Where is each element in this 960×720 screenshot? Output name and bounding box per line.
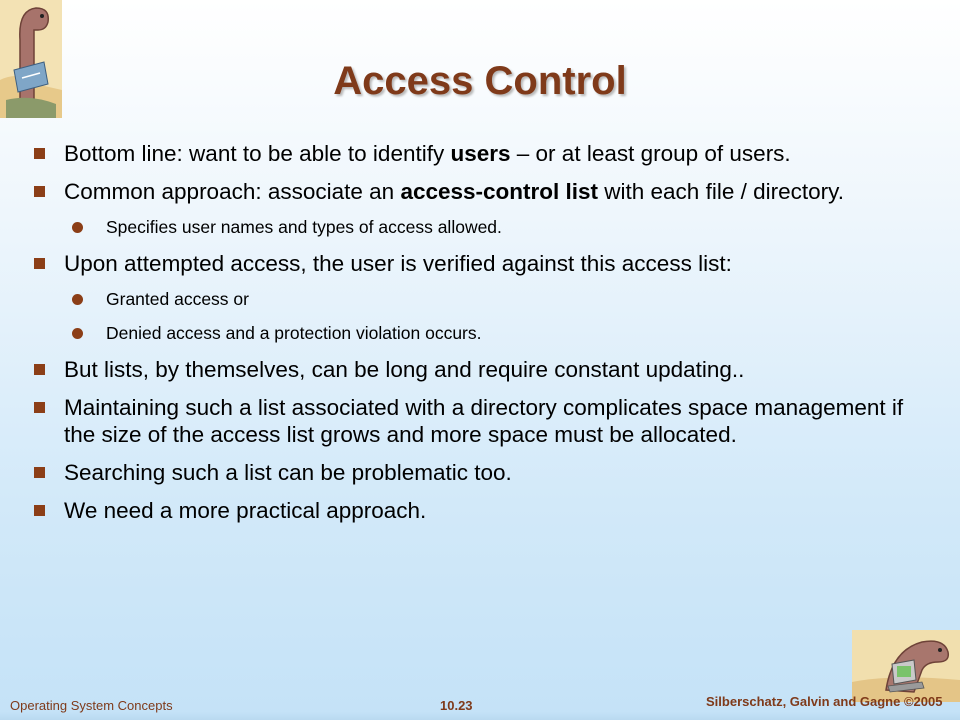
bullet-item xyxy=(34,459,939,486)
sub-bullet-text: Denied access and a protection violation occurs. xyxy=(106,323,482,343)
footer-page-number: 10.23 xyxy=(440,698,473,713)
bullet-item xyxy=(34,356,939,383)
bullet-text: Upon attempted access, the user is verified against this access list: xyxy=(64,251,732,276)
square-bullet-icon xyxy=(34,258,45,269)
bullet-item xyxy=(34,140,939,167)
bullet-text: We need a more practical approach. xyxy=(64,498,427,523)
bullet-text: Searching such a list can be problematic too. xyxy=(64,460,512,485)
round-bullet-icon xyxy=(72,294,83,305)
sub-bullet-item xyxy=(34,288,939,310)
sub-bullet-item xyxy=(34,216,939,238)
round-bullet-icon xyxy=(72,328,83,339)
footer-bar xyxy=(0,712,960,720)
round-bullet-icon xyxy=(72,222,83,233)
bullet-item xyxy=(34,497,939,524)
bullet-text: Common approach: associate an access-control list with each file / directory. xyxy=(64,179,844,204)
bullet-text: Maintaining such a list associated with a directory complicates space management if the size of the access list grows and more space must be allocated. xyxy=(64,395,904,447)
square-bullet-icon xyxy=(34,467,45,478)
bullet-text: But lists, by themselves, can be long and require constant updating.. xyxy=(64,357,745,382)
sub-bullet-text: Specifies user names and types of access allowed. xyxy=(106,217,502,237)
square-bullet-icon xyxy=(34,505,45,516)
bullet-item xyxy=(34,250,939,277)
slide-title: Access Control xyxy=(333,58,627,103)
bullet-item xyxy=(34,178,939,205)
dinosaur-computer-icon xyxy=(852,630,960,702)
bullet-text: Bottom line: want to be able to identify users – or at least group of users. xyxy=(64,141,791,166)
square-bullet-icon xyxy=(34,186,45,197)
bullet-item xyxy=(34,394,939,448)
square-bullet-icon xyxy=(34,364,45,375)
sub-bullet-item xyxy=(34,322,939,344)
footer-authors: Silberschatz, Galvin and Gagne ©2005 xyxy=(706,694,943,709)
bullet-list xyxy=(34,140,939,535)
square-bullet-icon xyxy=(34,402,45,413)
sub-bullet-text: Granted access or xyxy=(106,289,249,309)
square-bullet-icon xyxy=(34,148,45,159)
footer-course-title: Operating System Concepts xyxy=(10,698,173,713)
